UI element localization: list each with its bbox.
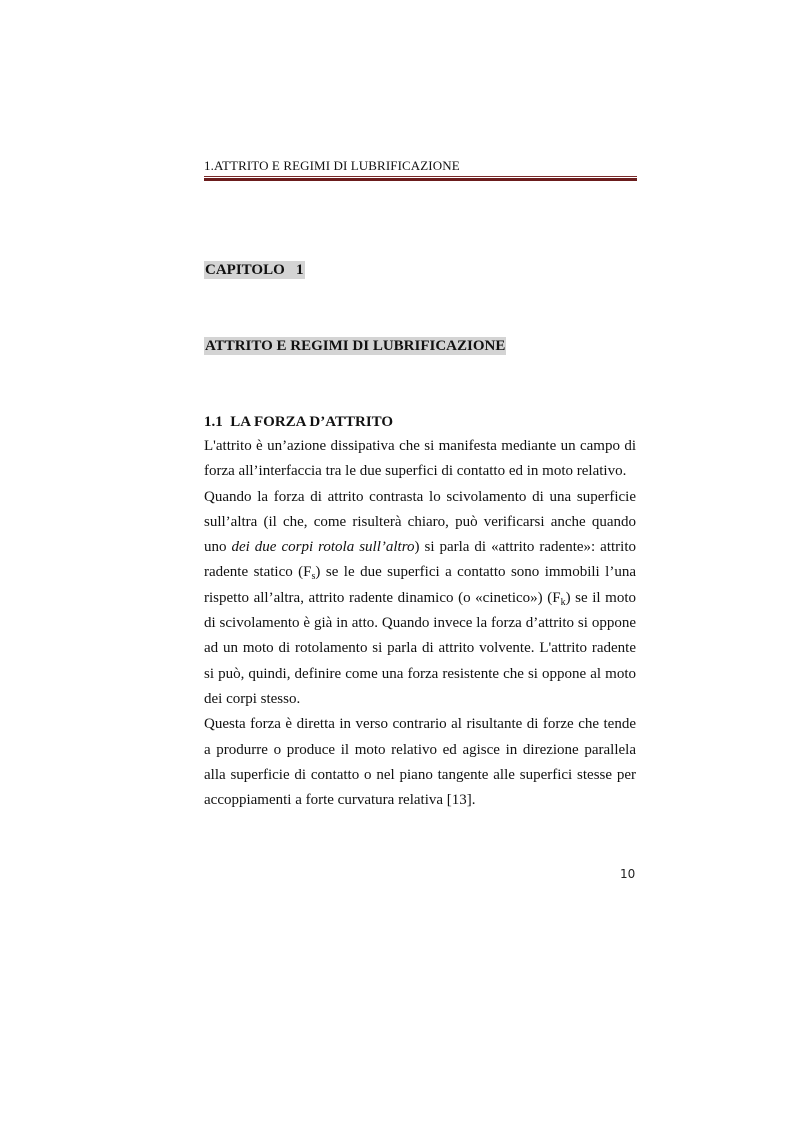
running-header: 1.ATTRITO E REGIMI DI LUBRIFICAZIONE bbox=[204, 158, 460, 173]
paragraph-3: Questa forza è diretta in verso contrario al risultante di forze che tende a produrre o produce il moto relativo ed agisce in direzione parallela alla superficie di contatto o nel piano tangente alle superfici stesse per accoppiamenti a forte curvatura relativa [13]. bbox=[204, 716, 636, 809]
paragraph-2-text-d: ) se il moto di scivolamento è già in atto. Quando invece la forza d’attrito si oppone ad un moto di rotolamento si parla di attrito volvente. L'attrito radente si può, quindi, definire come una forza resistente che si oppone al moto dei corpi stesso. bbox=[204, 589, 636, 707]
chapter-label: CAPITOLO 1 bbox=[205, 262, 304, 278]
paragraph-2-text-b: ) si parla di «attrito radente»: attrito radente statico (F bbox=[204, 539, 637, 581]
section-heading: 1.1 LA FORZA D’ATTRITO bbox=[204, 414, 394, 430]
paragraph-2-text-c: ) se le due superfici a contatto sono immobili l’una rispetto all’altra, attrito radente dinamico (o «cinetico») (F bbox=[204, 564, 636, 606]
paragraph-2-text-a: Quando la forza di attrito contrasta lo scivolamento di una superficie sull’altra (il che, come risulterà chiaro, può verificarsi anche quando uno bbox=[204, 488, 636, 556]
paragraph-2-italic: dei due corpi rotola sull’altro bbox=[231, 539, 415, 556]
page-number: 10 bbox=[620, 867, 636, 881]
section-body bbox=[204, 434, 636, 813]
paragraph-2 bbox=[204, 485, 636, 713]
subscript-k: k bbox=[560, 596, 566, 608]
subscript-s: s bbox=[311, 571, 316, 583]
chapter-title: ATTRITO E REGIMI DI LUBRIFICAZIONE bbox=[205, 338, 506, 354]
header-rule bbox=[204, 176, 637, 181]
header-rule-thick-line bbox=[204, 178, 637, 181]
paragraph-1: L'attrito è un’azione dissipativa che si manifesta mediante un campo di forza all’interfaccia tra le due superfici di contatto ed in moto relativo. bbox=[204, 438, 636, 480]
